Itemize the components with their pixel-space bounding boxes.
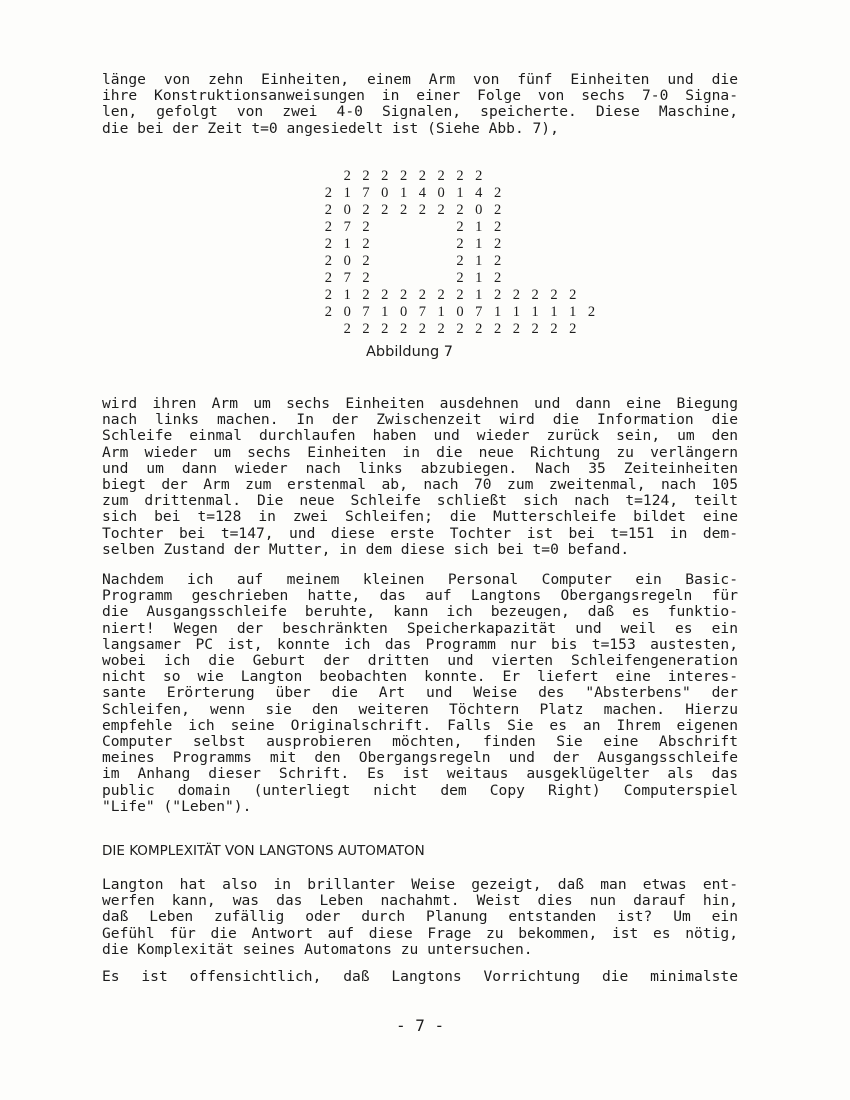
grid-cell: 2 xyxy=(493,321,502,337)
text-line: die bei der Zeit t=0 angesiedelt ist (Siehe Abb. 7), xyxy=(102,119,559,137)
paragraph-3 xyxy=(102,572,738,815)
grid-cell: 2 xyxy=(569,321,577,337)
grid-cell: 1 xyxy=(475,270,483,286)
grid-cell: 1 xyxy=(381,304,389,320)
text-line: meines Programms mit den Obergangsregeln und der Ausgangsschleife xyxy=(102,749,738,767)
text-line: empfehle ich seine Originalschrift. Falls Sie es an Ihrem eigenen xyxy=(102,716,738,734)
grid-cell: 2 xyxy=(324,304,333,320)
grid-cell: 2 xyxy=(324,253,333,269)
grid-cell: 2 xyxy=(324,202,333,218)
grid-cell: 2 xyxy=(399,321,408,337)
grid-cell: 7 xyxy=(362,185,370,201)
grid-cell: 2 xyxy=(399,168,408,184)
grid-cell: 0 xyxy=(456,304,464,320)
grid-cell: 1 xyxy=(475,236,483,252)
grid-cell: 2 xyxy=(362,321,370,337)
text-line: selben Zustand der Mutter, in dem diese sich bei t=0 befand. xyxy=(102,540,630,558)
text-line: sich bei t=128 in zwei Schleifen; die Mutterschleife bildet eine xyxy=(102,508,738,526)
text-line: Langton hat also in brillanter Weise gezeigt, daß man etwas ent- xyxy=(102,876,738,893)
grid-cell: 1 xyxy=(531,304,539,320)
text-line: wobei ich die Geburt der dritten und vierten Schleifengeneration xyxy=(102,652,738,670)
grid-cell: 2 xyxy=(456,253,464,269)
text-line: niert! Wegen der beschränkten Speicherkapazität und weil es ein xyxy=(102,619,738,637)
grid-cell: 2 xyxy=(587,304,596,320)
automaton-grid-figure xyxy=(319,168,601,338)
grid-row xyxy=(319,236,601,253)
text-line: nach links machen. In der Zwischenzeit wird die Information die xyxy=(102,411,738,429)
text-line: langsamer PC ist, konnte ich das Programm nur bis t=153 austesten, xyxy=(102,635,738,653)
grid-cell: 2 xyxy=(437,287,445,303)
grid-row xyxy=(319,287,601,304)
text-line: daß Leben zufällig oder durch Planung entstanden ist? Um ein xyxy=(102,908,738,926)
grid-cell: 2 xyxy=(324,270,333,286)
grid-cell: 2 xyxy=(381,321,389,337)
grid-cell: 2 xyxy=(512,287,520,303)
grid-cell: 2 xyxy=(512,321,520,337)
grid-cell: 2 xyxy=(399,202,408,218)
grid-cell: 2 xyxy=(418,287,426,303)
text-line: Arm wieder um sechs Einheiten in die neue Richtung zu verlängern xyxy=(102,443,738,461)
text-line: biegt der Arm zum erstenmal ab, nach 70 zum zweitenmal, nach 105 xyxy=(102,476,738,494)
text-line: und um dann wieder nach links abzubiegen. Nach 35 Zeiteinheiten xyxy=(102,459,738,477)
grid-cell: 2 xyxy=(399,287,408,303)
grid-cell: 2 xyxy=(456,270,464,286)
grid-row xyxy=(319,202,601,219)
grid-cell: 0 xyxy=(399,304,408,320)
grid-cell: 2 xyxy=(550,287,558,303)
grid-cell: 1 xyxy=(456,185,464,201)
grid-cell: 7 xyxy=(343,219,351,235)
text-line: länge von zehn Einheiten, einem Arm von fünf Einheiten und die xyxy=(102,71,738,88)
grid-cell: 1 xyxy=(493,304,502,320)
grid-cell: 2 xyxy=(362,219,370,235)
grid-cell: 2 xyxy=(381,202,389,218)
grid-cell: 2 xyxy=(418,202,426,218)
text-line: "Life" ("Leben"). xyxy=(102,797,252,815)
paragraph-2 xyxy=(102,396,738,558)
grid-cell: 0 xyxy=(475,202,483,218)
grid-cell: 2 xyxy=(418,168,426,184)
grid-cell: 2 xyxy=(362,287,370,303)
text-line: die Ausgangsschleife beruhte, kann ich bezeugen, daß es funktio- xyxy=(102,603,738,621)
grid-cell: 2 xyxy=(437,321,445,337)
text-line: werfen kann, was das Leben nachahmt. Weist dies nun darauf hin, xyxy=(102,892,738,910)
grid-cell: 2 xyxy=(475,321,483,337)
grid-row xyxy=(319,304,601,321)
text-line: Programm geschrieben hatte, das auf Langtons Obergangsregeln für xyxy=(102,587,738,605)
grid-cell: 1 xyxy=(569,304,577,320)
grid-cell: 0 xyxy=(343,304,351,320)
text-line: Gefühl für die Antwort auf diese Frage zu bekommen, ist es nötig, xyxy=(102,924,738,942)
grid-cell: 2 xyxy=(493,236,502,252)
text-line: sante Erörterung über die Art und Weise des "Absterbens" der xyxy=(102,684,738,702)
text-line: nicht so wie Langton beobachten konnte. Er liefert eine interes- xyxy=(102,668,738,686)
grid-cell: 7 xyxy=(418,304,426,320)
grid-cell: 2 xyxy=(343,168,351,184)
grid-row xyxy=(319,270,601,287)
grid-cell: 1 xyxy=(550,304,558,320)
grid-cell: 7 xyxy=(475,304,483,320)
grid-row xyxy=(319,321,601,338)
text-line: Schleifen, wenn sie den weiteren Töchtern Platz machen. Hierzu xyxy=(102,700,738,718)
grid-cell: 1 xyxy=(475,253,483,269)
grid-cell: 2 xyxy=(324,219,333,235)
grid-cell: 2 xyxy=(456,168,464,184)
grid-cell: 0 xyxy=(437,185,445,201)
grid-cell: 2 xyxy=(456,287,464,303)
grid-cell: 2 xyxy=(381,287,389,303)
grid-cell: 2 xyxy=(343,321,351,337)
grid-cell: 2 xyxy=(437,168,445,184)
text-line: Es ist offensichtlich, daß Langtons Vorrichtung die minimalste xyxy=(102,968,738,985)
text-line: Computer selbst ausprobieren möchten, finden Sie eine Abschrift xyxy=(102,733,738,751)
grid-cell: 2 xyxy=(550,321,558,337)
grid-cell: 4 xyxy=(418,185,426,201)
text-line: ihre Konstruktionsanweisungen in einer Folge von sechs 7-0 Signa- xyxy=(102,87,738,105)
grid-cell: 2 xyxy=(493,202,502,218)
grid-cell: 2 xyxy=(569,287,577,303)
text-line: zum drittenmal. Die neue Schleife schließt sich nach t=124, teilt xyxy=(102,492,738,510)
grid-cell: 2 xyxy=(493,185,502,201)
grid-row xyxy=(319,253,601,270)
grid-cell: 2 xyxy=(531,321,539,337)
grid-cell: 2 xyxy=(456,321,464,337)
grid-cell: 2 xyxy=(456,219,464,235)
grid-cell: 7 xyxy=(343,270,351,286)
paragraph-4 xyxy=(102,877,738,958)
grid-cell: 2 xyxy=(362,202,370,218)
grid-cell: 2 xyxy=(456,202,464,218)
text-line: wird ihren Arm um sechs Einheiten ausdehnen und dann eine Biegung xyxy=(102,395,738,412)
grid-cell: 2 xyxy=(381,168,389,184)
grid-cell: 2 xyxy=(324,236,333,252)
grid-cell: 1 xyxy=(343,185,351,201)
grid-cell: 2 xyxy=(493,270,502,286)
grid-cell: 2 xyxy=(362,236,370,252)
text-line: die Komplexität seines Automatons zu untersuchen. xyxy=(102,940,533,958)
text-line: len, gefolgt von zwei 4-0 Signalen, speicherte. Diese Maschine, xyxy=(102,103,738,121)
grid-row xyxy=(319,219,601,236)
grid-cell: 2 xyxy=(531,287,539,303)
grid-cell: 1 xyxy=(437,304,445,320)
text-line: Nachdem ich auf meinem kleinen Personal Computer ein Basic- xyxy=(102,571,738,588)
grid-cell: 2 xyxy=(493,287,502,303)
text-line: im Anhang dieser Schrift. Es ist weitaus ausgeklügelter als das xyxy=(102,765,738,783)
grid-cell: 2 xyxy=(493,253,502,269)
grid-cell: 2 xyxy=(493,219,502,235)
grid-cell: 2 xyxy=(456,236,464,252)
page-number: - 7 - xyxy=(396,1016,445,1035)
grid-cell: 0 xyxy=(343,253,351,269)
grid-row xyxy=(319,185,601,202)
grid-cell: 2 xyxy=(362,168,370,184)
grid-cell: 1 xyxy=(512,304,520,320)
grid-cell: 2 xyxy=(362,253,370,269)
grid-cell: 0 xyxy=(381,185,389,201)
text-line: Schleife einmal durchlaufen haben und wieder zurück sein, um den xyxy=(102,427,738,445)
text-line: public domain (unterliegt nicht dem Copy Right) Computerspiel xyxy=(102,781,738,799)
grid-cell: 7 xyxy=(362,304,370,320)
grid-cell: 2 xyxy=(324,287,333,303)
grid-cell: 1 xyxy=(475,287,483,303)
paragraph-5 xyxy=(102,969,738,985)
section-heading: DIE KOMPLEXITÄT VON LANGTONS AUTOMATON xyxy=(102,843,425,859)
grid-cell: 0 xyxy=(343,202,351,218)
grid-cell: 1 xyxy=(343,287,351,303)
grid-cell: 1 xyxy=(399,185,408,201)
text-line: Tochter bei t=147, und diese erste Tochter ist bei t=151 in dem- xyxy=(102,524,738,542)
grid-cell: 2 xyxy=(324,185,333,201)
grid-cell: 2 xyxy=(362,270,370,286)
figure-caption: Abbildung 7 xyxy=(366,344,454,360)
grid-cell: 1 xyxy=(343,236,351,252)
grid-cell: 2 xyxy=(475,168,483,184)
paragraph-1 xyxy=(102,72,738,137)
grid-row xyxy=(319,168,601,185)
grid-cell: 2 xyxy=(437,202,445,218)
grid-cell: 1 xyxy=(475,219,483,235)
grid-cell: 4 xyxy=(475,185,483,201)
grid-cell: 2 xyxy=(418,321,426,337)
